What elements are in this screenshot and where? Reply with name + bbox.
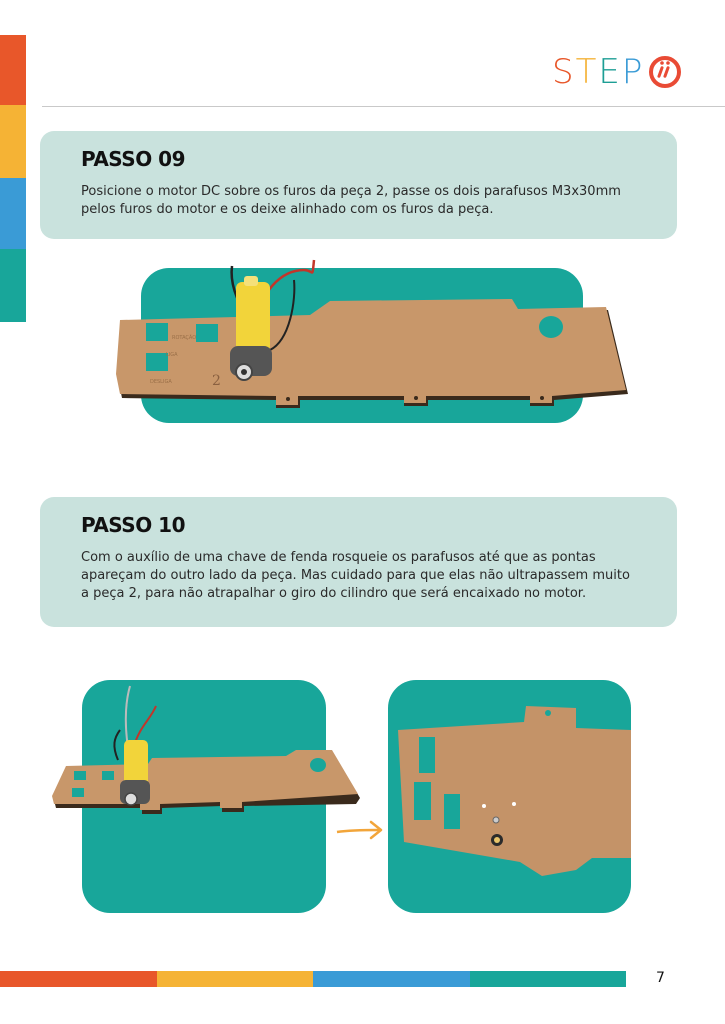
engraved-liga: LIGA: [166, 352, 178, 358]
step-09-title: PASSO 09: [81, 147, 186, 171]
board-3: [398, 706, 631, 876]
logo-letter-t: T: [575, 52, 599, 92]
logo-letter-e: E: [598, 52, 622, 92]
engraved-rotacao: ROTAÇÃO: [172, 335, 197, 341]
screw-tip-2: [482, 804, 486, 808]
screw-tip-1: [493, 817, 499, 823]
step-10-text: Com o auxílio de uma chave de fenda rosqueie os parafusos até que as pontas apareçam do outro lado da peça. Mas cuidado para que elas não ultrapassem muito a peça 2, para não atrapalhar o giro do cilindro que será encaixado no motor.: [81, 550, 630, 601]
step-09-text: Posicione o motor DC sobre os furos da peça 2, passe os dois parafusos M3x30mm pelos furos do motor e os deixe alinhado com os furos da peça.: [81, 184, 621, 217]
board-3-top-hole: [545, 710, 551, 716]
footer-color-bar: [0, 971, 626, 987]
logo-letter-s: S: [552, 52, 576, 92]
footer-bar-blue: [313, 971, 470, 987]
logo-letter-p: P: [621, 52, 645, 92]
page-number: 7: [656, 970, 665, 986]
board-3-window-1: [419, 737, 435, 773]
board-3-window-2: [414, 782, 431, 820]
board-3-axle-tip: [494, 837, 500, 843]
footer-bar-yellow: [157, 971, 314, 987]
screw-tip-3: [512, 802, 516, 806]
footer-bar-orange: [0, 971, 157, 987]
board-3-window-3: [444, 794, 460, 829]
step-10-title: PASSO 10: [81, 513, 186, 537]
footer-bar-teal: [470, 971, 627, 987]
engraved-desliga: DESLIGA: [150, 379, 172, 385]
engraved-part-number: 2: [212, 373, 221, 389]
